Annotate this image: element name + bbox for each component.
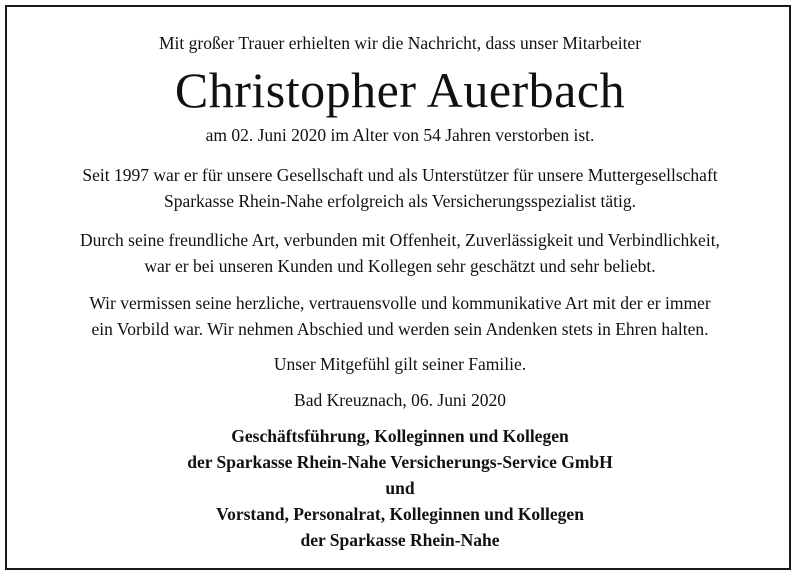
death-date-line: am 02. Juni 2020 im Alter von 54 Jahren verstorben ist.: [205, 125, 595, 145]
deceased-name: Christopher Auerbach: [174, 62, 626, 118]
signature-line-2: der Sparkasse Rhein-Nahe Versicherungs-Service GmbH: [187, 452, 613, 472]
paragraph-3-line-1: Wir vermissen seine herzliche, vertrauensvolle und kommunikative Art mit der er immer: [89, 293, 711, 313]
paragraph-2-line-1: Durch seine freundliche Art, verbunden mit Offenheit, Zuverlässigkeit und Verbindlichkeit,: [80, 230, 720, 250]
condolence-text: Unser Mitgefühl gilt seiner Familie.: [273, 354, 527, 374]
paragraph-3-line-2: ein Vorbild war. Wir nehmen Abschied und werden sein Andenken stets in Ehren halten.: [91, 319, 709, 339]
signature-line-3: und: [385, 478, 415, 498]
intro-text: Mit großer Trauer erhielten wir die Nachricht, dass unser Mitarbeiter: [158, 33, 642, 53]
place-date: Bad Kreuznach, 06. Juni 2020: [294, 390, 506, 410]
signature-line-4: Vorstand, Personalrat, Kolleginnen und Kollegen: [216, 504, 584, 524]
paragraph-1-line-1: Seit 1997 war er für unsere Gesellschaft und als Unterstützer für unsere Muttergesellschaft: [82, 165, 718, 185]
signature-line-1: Geschäftsführung, Kolleginnen und Kollegen: [231, 426, 569, 446]
paragraph-2-line-2: war er bei unseren Kunden und Kollegen sehr geschätzt und sehr beliebt.: [144, 256, 656, 276]
signature-line-5: der Sparkasse Rhein-Nahe: [300, 530, 500, 550]
paragraph-1-line-2: Sparkasse Rhein-Nahe erfolgreich als Versicherungsspezialist tätig.: [163, 191, 637, 211]
